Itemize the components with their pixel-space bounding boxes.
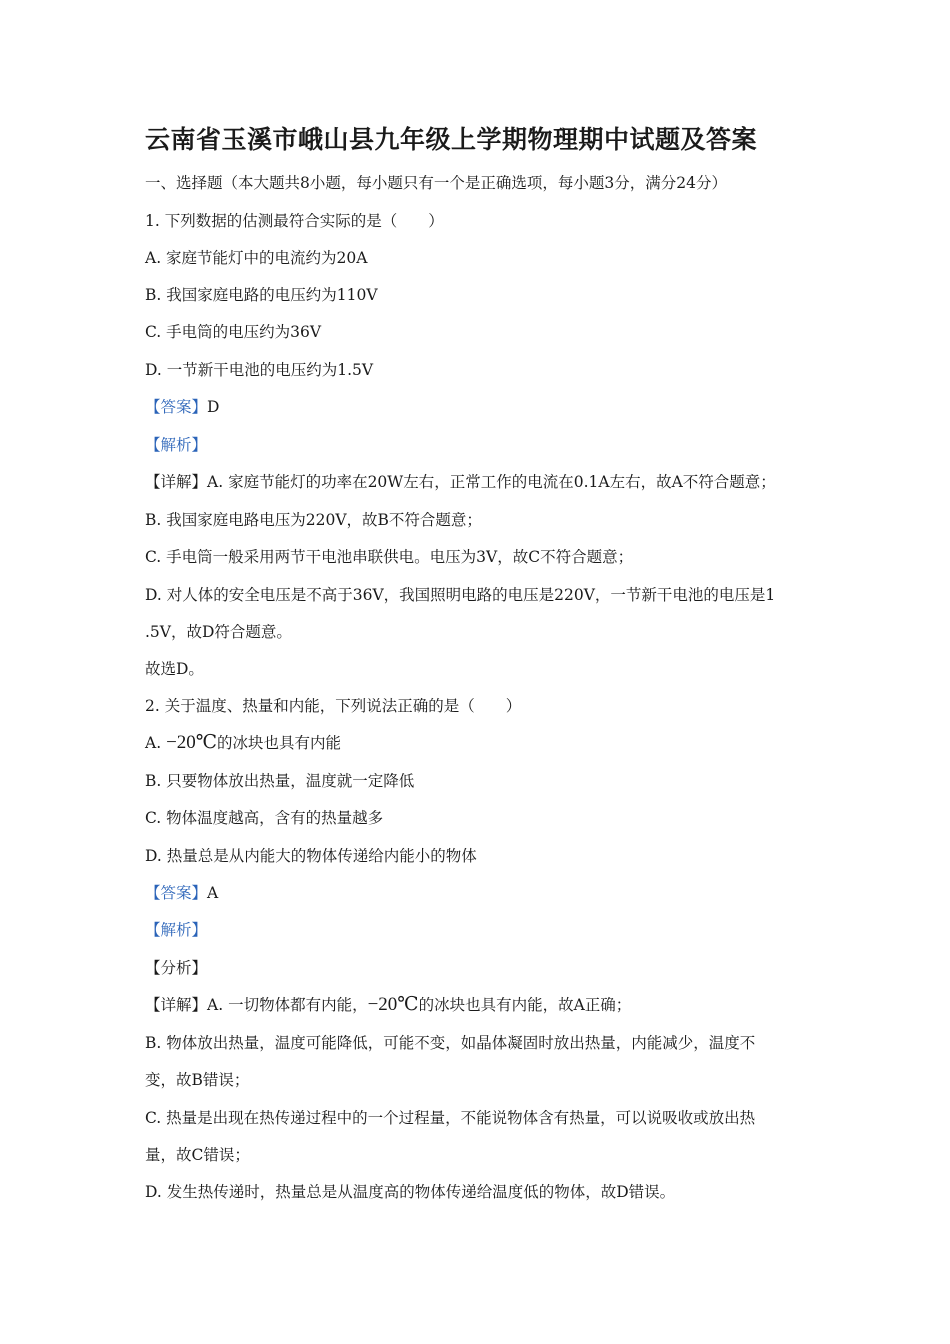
section-heading: 一、选择题（本大题共8小题，每小题只有一个是正确选项，每小题3分，满分24分） [145,174,727,192]
detail-text: A. 家庭节能灯的功率在20W左右，正常工作的电流在0.1A左右，故A不符合题意； [207,473,776,491]
question-1-detail-d: D. 对人体的安全电压是不高于36V，我国照明电路的电压是220V，一节新干电池的电压是1 [145,586,776,604]
question-2-detail-b-cont: 变，故B错误； [145,1071,250,1089]
question-2-option-a [145,732,341,754]
option-a-rest: 的冰块也具有内能 [217,734,342,752]
detail-label: 【详解】 [145,473,208,491]
question-1-option-c: C. 手电筒的电压约为36V [145,323,322,341]
question-2-option-c: C. 物体温度越高，含有的热量越多 [145,809,384,827]
detail-a-rest: 的冰块也具有内能，故A正确； [418,996,632,1014]
question-1-analysis-label: 【解析】 [145,436,208,454]
question-2-detail-b: B. 物体放出热量，温度可能降低，可能不变，如晶体凝固时放出热量，内能减少，温度不 [145,1034,756,1052]
detail-a-temperature: −20℃ [367,994,419,1015]
question-2-detail-d: D. 发生热传递时，热量总是从温度高的物体传递给温度低的物体，故D错误。 [145,1183,676,1201]
question-2-detail-c: C. 热量是出现在热传递过程中的一个过程量，不能说物体含有热量，可以说吸收或放出热 [145,1109,756,1127]
question-2-analysis-label: 【解析】 [145,921,208,939]
question-1-answer [145,396,219,418]
detail-label: 【详解】 [145,996,208,1014]
question-1-option-b: B. 我国家庭电路的电压约为110V [145,286,378,304]
question-1-stem: 1. 下列数据的估测最符合实际的是（ ） [145,212,444,230]
question-2-fenxi-label: 【分析】 [145,959,208,977]
answer-label: 【答案】 [145,884,208,902]
question-2-detail-a [145,994,631,1016]
question-1-detail-c: C. 手电筒一般采用两节干电池串联供电。电压为3V，故C不符合题意； [145,548,634,566]
question-2-option-d: D. 热量总是从内能大的物体传递给内能小的物体 [145,847,477,865]
question-1-detail-a [145,471,776,493]
question-2-stem: 2. 关于温度、热量和内能，下列说法正确的是（ ） [145,697,522,715]
question-1-option-d: D. 一节新干电池的电压约为1.5V [145,361,374,379]
question-2-option-b: B. 只要物体放出热量，温度就一定降低 [145,772,415,790]
question-2-answer [145,882,218,904]
question-1-detail-b: B. 我国家庭电路电压为220V，故B不符合题意； [145,511,482,529]
page-title: 云南省玉溪市峨山县九年级上学期物理期中试题及答案 [145,125,758,154]
question-1-option-a: A. 家庭节能灯中的电流约为20A [145,249,368,267]
question-1-choice: 故选D。 [145,660,204,678]
answer-label: 【答案】 [145,398,208,416]
option-a-prefix: A. [145,734,167,752]
answer-value: D [207,398,220,416]
question-2-detail-c-cont: 量，故C错误； [145,1146,250,1164]
answer-value: A [207,884,219,902]
detail-a-prefix: A. 一切物体都有内能， [207,996,368,1014]
option-a-temperature: −20℃ [166,732,218,753]
question-1-detail-d-cont: .5V，故D符合题意。 [145,623,292,641]
